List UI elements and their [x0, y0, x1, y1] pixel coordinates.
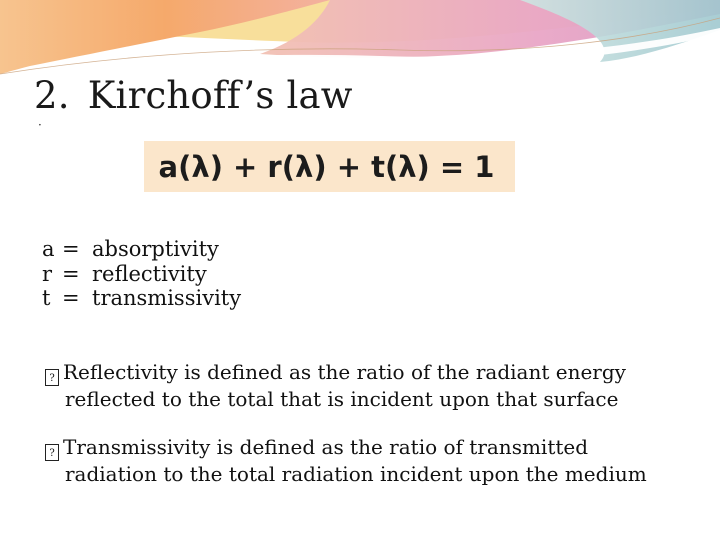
empty-bullet-marker: ·	[38, 118, 42, 132]
definition-equals: =	[62, 237, 80, 261]
definition-equals: =	[62, 286, 80, 310]
paragraph-line: Reflectivity is defined as the ratio of the radiant energy	[63, 360, 626, 384]
missing-glyph-bullet: ?	[45, 369, 59, 386]
paragraph-line: reflected to the total that is incident upon that surface	[65, 387, 619, 411]
transmissivity-paragraph	[45, 434, 705, 487]
definition-row-r	[42, 262, 241, 287]
definition-symbol: a	[42, 237, 55, 261]
slide-title	[34, 74, 353, 117]
definition-symbol: t	[42, 286, 51, 310]
definition-meaning: absorptivity	[92, 237, 219, 261]
slide-title-number: 2.	[34, 74, 70, 117]
paragraph-line: radiation to the total radiation incident upon the medium	[65, 462, 647, 486]
definition-row-a	[42, 237, 241, 262]
paragraph-line: Transmissivity is defined as the ratio of transmitted	[63, 435, 589, 459]
definition-row-t	[42, 286, 241, 311]
kirchoff-equation: a(λ) + r(λ) + t(λ) = 1	[144, 141, 515, 192]
definitions-list	[42, 237, 241, 311]
slide-title-text: Kirchoff’s law	[87, 74, 353, 117]
reflectivity-paragraph	[45, 359, 705, 412]
definition-symbol: r	[42, 261, 53, 286]
definition-equals: =	[62, 261, 80, 286]
definition-meaning: reflectivity	[92, 261, 207, 286]
missing-glyph-bullet: ?	[45, 444, 59, 461]
definition-meaning: transmissivity	[92, 286, 242, 310]
